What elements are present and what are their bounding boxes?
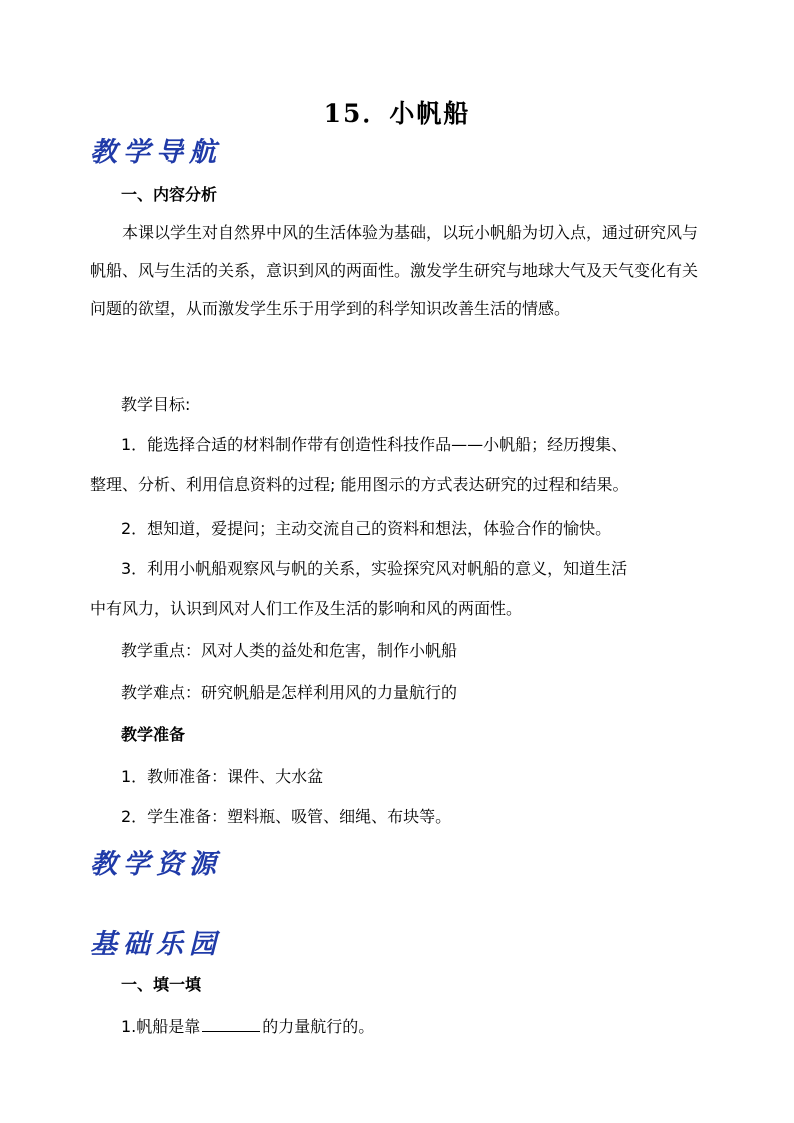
preparation-heading: 教学准备 — [121, 725, 186, 744]
preparation-teacher: 1．教师准备：课件、大水盆 — [121, 767, 324, 786]
preparation-student: 2．学生准备：塑料瓶、吸管、细绳、布块等。 — [121, 807, 452, 826]
goal-item-2: 2．想知道，爱提问；主动交流自己的资料和想法，体验合作的愉快。 — [121, 519, 612, 538]
section-heading-nav: 教学导航 — [90, 137, 222, 168]
question-1-text-after: 的力量航行的。 — [262, 1017, 375, 1036]
section-heading-resources: 教学资源 — [90, 849, 222, 880]
goal-item-1-line-1: 1．能选择合适的材料制作带有创造性科技作品——小帆船；经历搜集、 — [121, 435, 628, 454]
content-analysis-paragraph: 本课以学生对自然界中风的生活体验为基础，以玩小帆船为切入点，通过研究风与帆船、风与生活的关系，意识到风的两面性。激发学生研究与地球大气及天气变化有关问题的欲望，从而激发学生乐于用学到的科学知识改善生活的情感。 — [90, 223, 699, 318]
exercise-heading: 一、填一填 — [121, 975, 202, 994]
section-heading-basics: 基础乐园 — [90, 929, 222, 960]
content-analysis-heading: 一、内容分析 — [121, 185, 218, 204]
goal-item-1-line-2: 整理、分析、利用信息资料的过程; 能用图示的方式表达研究的过程和结果。 — [90, 475, 629, 494]
teaching-difficulty: 教学难点：研究帆船是怎样利用风的力量航行的 — [121, 683, 458, 702]
fill-blank-question-1 — [121, 1014, 374, 1037]
goal-item-3-line-1: 3．利用小帆船观察风与帆的关系，实验探究风对帆船的意义，知道生活 — [121, 559, 628, 578]
page-title: 15．小帆船 — [323, 99, 471, 128]
goals-label: 教学目标: — [121, 395, 191, 414]
question-1-text-before: 1.帆船是靠 — [121, 1017, 201, 1036]
goal-item-3-line-2: 中有风力，认识到风对人们工作及生活的影响和风的两面性。 — [90, 599, 523, 618]
teaching-focus: 教学重点：风对人类的益处和危害，制作小帆船 — [121, 641, 458, 660]
answer-blank[interactable] — [202, 1017, 260, 1032]
